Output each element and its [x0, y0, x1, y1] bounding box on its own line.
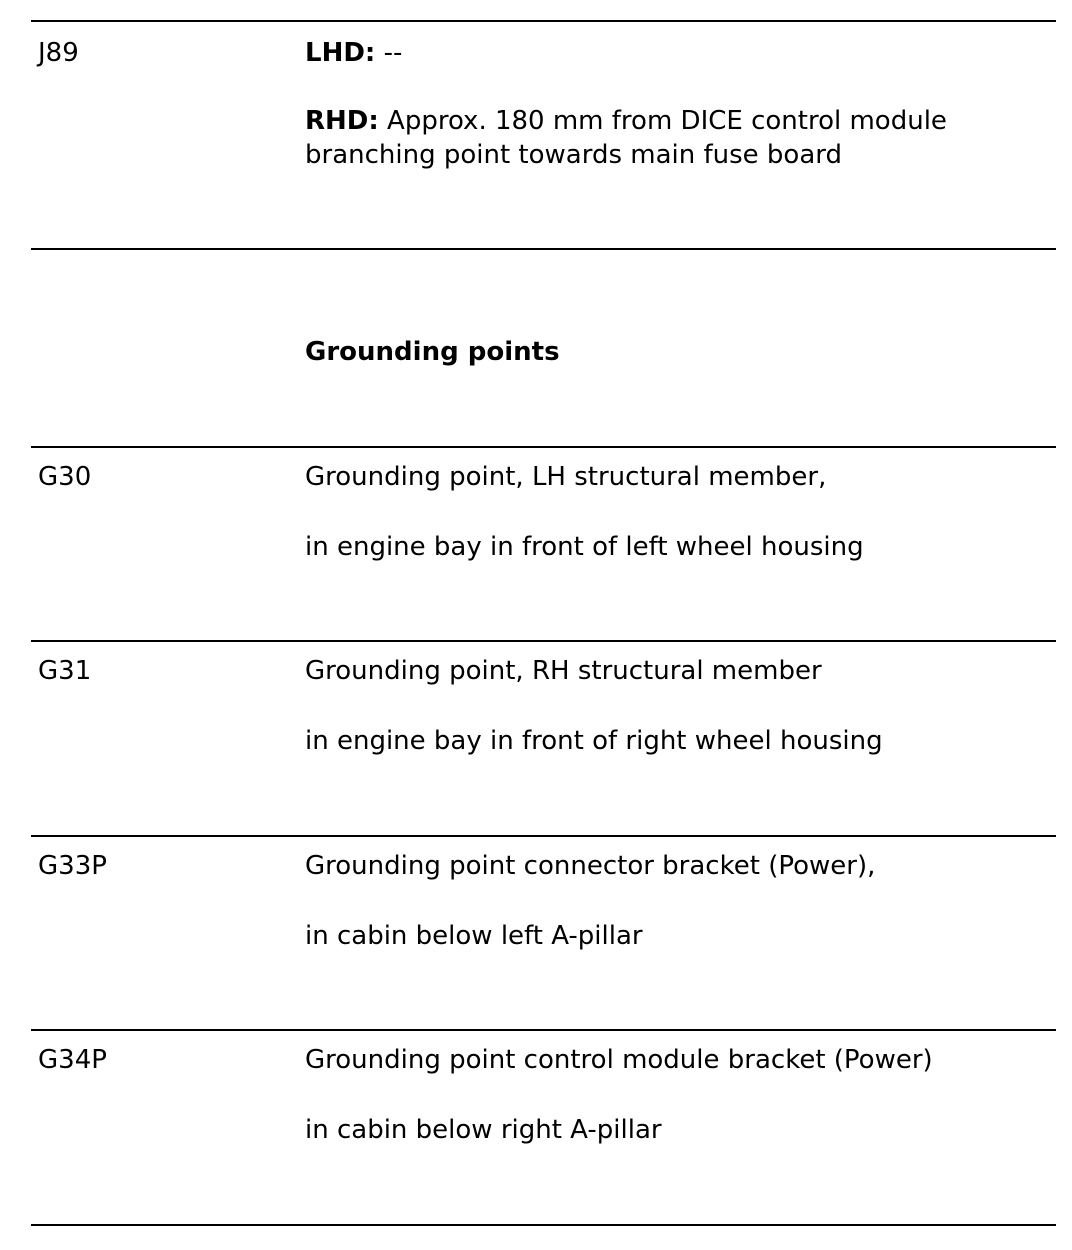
row-divider: [31, 446, 1056, 448]
row-divider: [31, 1224, 1056, 1226]
row-divider: [31, 1029, 1056, 1031]
grounding-point-description: [305, 460, 1035, 564]
connector-description: [305, 36, 1035, 172]
grounding-point-code: G34P: [38, 1045, 107, 1075]
grounding-point-description: [305, 849, 1035, 953]
description-line2: in engine bay in front of left wheel housing: [305, 532, 864, 562]
description-line1: Grounding point connector bracket (Power),: [305, 851, 876, 881]
row-divider: [31, 248, 1056, 250]
rhd-location-line2: branching point towards main fuse board: [305, 140, 843, 170]
description-line1: Grounding point, RH structural member: [305, 656, 822, 686]
section-heading: Grounding points: [305, 337, 560, 367]
lhd-value: --: [383, 38, 403, 68]
grounding-point-code: G31: [38, 656, 92, 686]
description-line2: in cabin below right A-pillar: [305, 1115, 662, 1145]
grounding-point-code: G33P: [38, 851, 107, 881]
grounding-point-description: [305, 1043, 1035, 1147]
row-divider: [31, 835, 1056, 837]
row-divider: [31, 20, 1056, 22]
grounding-point-code: G30: [38, 462, 92, 492]
description-line2: in engine bay in front of right wheel housing: [305, 726, 883, 756]
rhd-location-line1: Approx. 180 mm from DICE control module: [387, 106, 947, 136]
connector-code: J89: [38, 38, 79, 68]
lhd-label: LHD:: [305, 38, 376, 68]
grounding-point-description: [305, 654, 1035, 758]
lhd-line: [305, 36, 1035, 70]
rhd-label: RHD:: [305, 106, 379, 136]
description-line1: Grounding point, LH structural member,: [305, 462, 827, 492]
description-line1: Grounding point control module bracket (Power): [305, 1045, 933, 1075]
row-divider: [31, 640, 1056, 642]
rhd-line: [305, 104, 1035, 138]
description-line2: in cabin below left A-pillar: [305, 921, 643, 951]
